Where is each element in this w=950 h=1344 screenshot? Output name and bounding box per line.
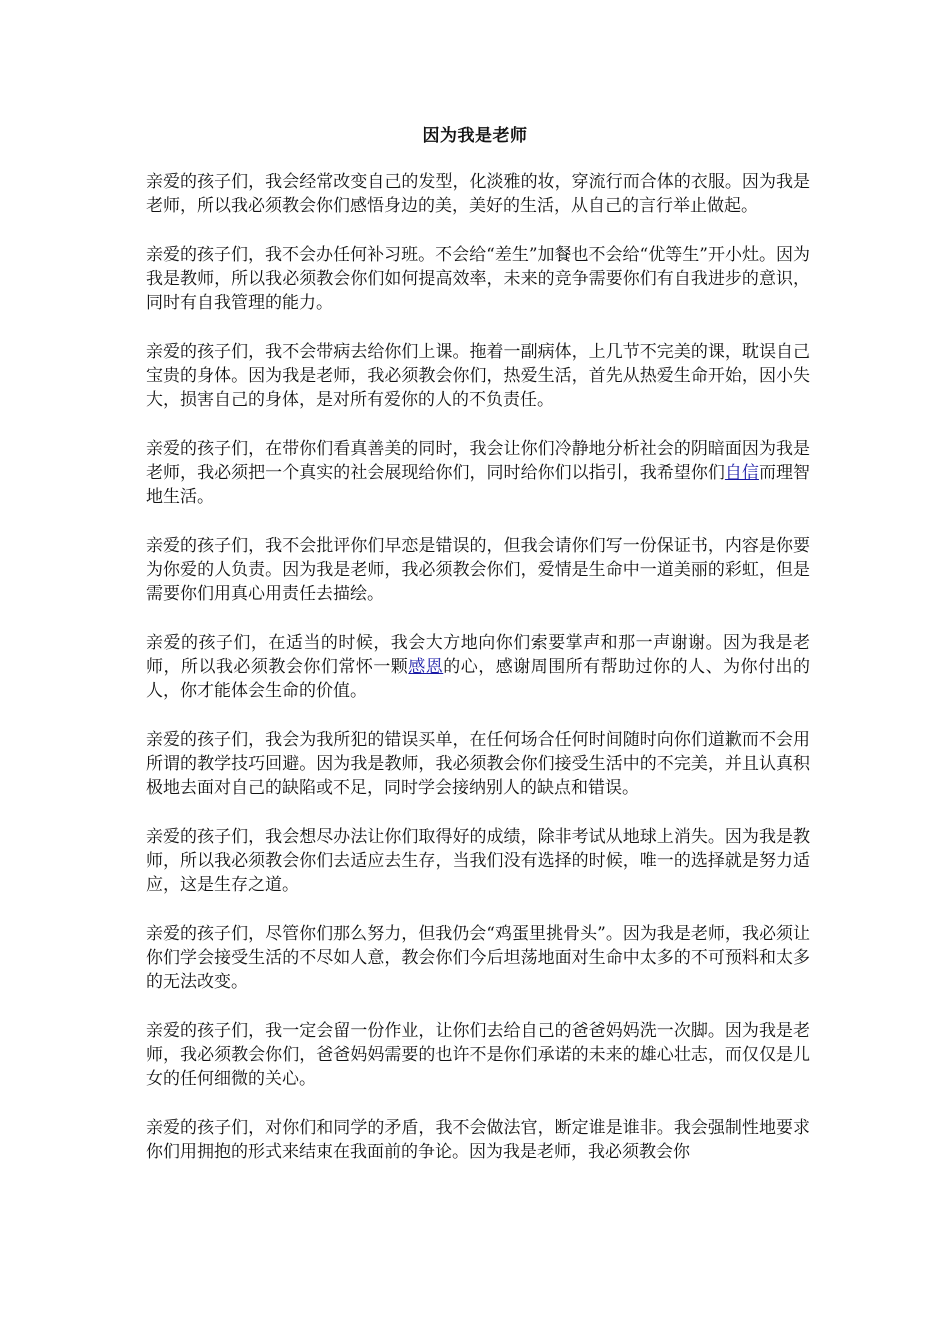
paragraph-6 xyxy=(146,631,810,703)
document-title: 因为我是老师 xyxy=(422,126,528,146)
paragraph-6-text-before: 亲爱的孩子们，在适当的时候，我会大方地向你们索要掌声和那一声谢谢。因为我是老师，所以我必须教会你们常怀一颗 xyxy=(146,633,810,677)
paragraph-11: 亲爱的孩子们，对你们和同学的矛盾，我不会做法官，断定谁是谁非。我会强制性地要求你们用拥抱的形式来结束在我面前的争论。因为我是老师，我必须教会你 xyxy=(146,1118,810,1162)
paragraph-3: 亲爱的孩子们，我不会带病去给你们上课。拖着一副病体，上几节不完美的课，耽误自己宝贵的身体。因为我是老师，我必须教会你们，热爱生活，首先从热爱生命开始，因小失大，损害自己的身体，是对所有爱你的人的不负责任。 xyxy=(146,342,810,410)
document-body xyxy=(146,170,810,1189)
paragraph-10: 亲爱的孩子们，我一定会留一份作业，让你们去给自己的爸爸妈妈洗一次脚。因为我是老师，我必须教会你们，爸爸妈妈需要的也许不是你们承诺的未来的雄心壮志，而仅仅是儿女的任何细微的关心。 xyxy=(146,1021,810,1089)
paragraph-5: 亲爱的孩子们，我不会批评你们早恋是错误的，但我会请你们写一份保证书，内容是你要为你爱的人负责。因为我是老师，我必须教会你们，爱情是生命中一道美丽的彩虹，但是需要你们用真心用责任去描绘。 xyxy=(146,536,810,604)
paragraph-4 xyxy=(146,437,810,509)
paragraph-2: 亲爱的孩子们，我不会办任何补习班。不会给“差生”加餐也不会给“优等生”开小灶。因为我是教师，所以我必须教会你们如何提高效率，未来的竞争需要你们有自我进步的意识，同时有自我管理的能力。 xyxy=(146,245,810,313)
link-confidence[interactable]: 自信 xyxy=(724,463,759,483)
paragraph-4-text-before: 亲爱的孩子们，在带你们看真善美的同时，我会让你们冷静地分析社会的阴暗面因为我是老师，我必须把一个真实的社会展现给你们，同时给你们以指引，我希望你们 xyxy=(146,439,810,483)
paragraph-1: 亲爱的孩子们，我会经常改变自己的发型，化淡雅的妆，穿流行而合体的衣服。因为我是老师，所以我必须教会你们感悟身边的美，美好的生活，从自己的言行举止做起。 xyxy=(146,172,810,216)
paragraph-6-text-after: 的心，感谢周围所有帮助过你的人、为你付出的人，你才能体会生命的价值。 xyxy=(146,657,811,701)
paragraph-8: 亲爱的孩子们，我会想尽办法让你们取得好的成绩，除非考试从地球上消失。因为我是教师，所以我必须教会你们去适应去生存，当我们没有选择的时候，唯一的选择就是努力适应，这是生存之道。 xyxy=(146,827,810,895)
link-gratitude[interactable]: 感恩 xyxy=(408,657,444,677)
paragraph-9: 亲爱的孩子们，尽管你们那么努力，但我仍会“鸡蛋里挑骨头”。因为我是老师，我必须让你们学会接受生活的不尽如人意，教会你们今后坦荡地面对生命中太多的不可预料和太多的无法改变。 xyxy=(146,924,810,992)
paragraph-7: 亲爱的孩子们，我会为我所犯的错误买单，在任何场合任何时间随时向你们道歉而不会用所谓的教学技巧回避。因为我是教师，我必须教会你们接受生活中的不完美，并且认真积极地去面对自己的缺陷或不足，同时学会接纳别人的缺点和错误。 xyxy=(146,730,810,798)
paragraph-4-text-after: 而理智地生活。 xyxy=(146,463,811,507)
